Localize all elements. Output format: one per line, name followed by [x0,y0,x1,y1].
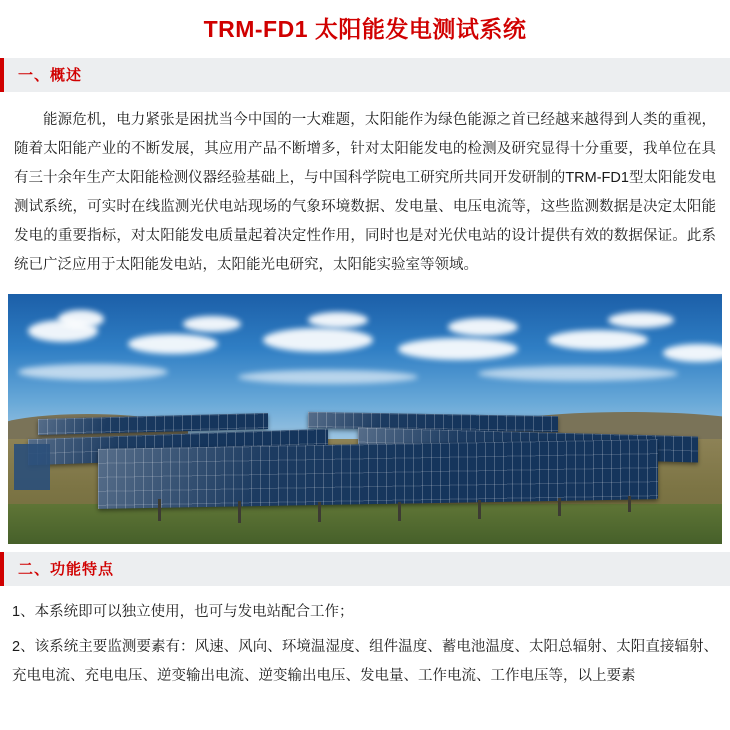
panel-left-edge [14,444,50,490]
solar-panel-array-photo [8,294,722,544]
cloud-icon [448,318,518,336]
cloud-icon [18,364,168,380]
section-heading-features-label: 二、功能特点 [18,561,115,579]
cloud-icon [263,328,373,352]
cloud-icon [238,370,418,384]
support-post [558,498,561,516]
support-post [628,496,631,512]
cloud-icon [183,316,241,332]
cloud-icon [58,310,104,328]
cloud-icon [548,330,648,350]
cloud-icon [663,344,722,362]
panel-array-main [98,439,658,509]
list-item: 1、本系统即可以独立使用，也可与发电站配合工作； [12,603,354,620]
photo-container [0,290,730,544]
cloud-icon [478,366,678,381]
cloud-icon [608,312,674,328]
section-heading-overview [0,58,730,92]
support-post [478,500,481,519]
overview-paragraph: 能源危机，电力紧张是困扰当今中国的一大难题，太阳能作为绿色能源之首已经越来越得到人类的重视，随着太阳能产业的不断发展，其应用产品不断增多，针对太阳能发电的检测及研究显得十分重要，我单位在具有三十余年生产太阳能检测仪器经验基础上，与中国科学院电工研究所共同开发研制的TRM-FD1型太阳能发电测试系统，可实时在线监测光伏电站现场的气象环境数据、发电量、电压电流等，这些监测数据是决定太阳能发电的重要指标，对太阳能发电质量起着决定性作用，同时也是对光伏电站的设计提供有效的数据保证。此系统已广泛应用于太阳能发电站，太阳能光电研究，太阳能实验室等领域。 [14,111,716,273]
list-item: 2、该系统主要监测要素有：风速、风向、环境温湿度、组件温度、蓄电池温度、太阳总辐射、太阳直接辐射、充电电流、充电电压、逆变输出电流、逆变输出电压、发电量、工作电流、工作电压等，以上要素 [12,638,718,684]
grass-foreground [8,504,722,544]
support-post [318,502,321,522]
feature-list [0,586,730,691]
cloud-icon [128,334,218,354]
cloud-icon [398,338,518,360]
section-heading-features [0,552,730,586]
support-post [238,501,241,523]
support-post [398,502,401,521]
support-post [158,499,161,521]
page-title: TRM-FD1 太阳能发电测试系统 [203,16,527,42]
cloud-icon [308,312,368,328]
section-heading-overview-label: 一、概述 [18,67,83,85]
